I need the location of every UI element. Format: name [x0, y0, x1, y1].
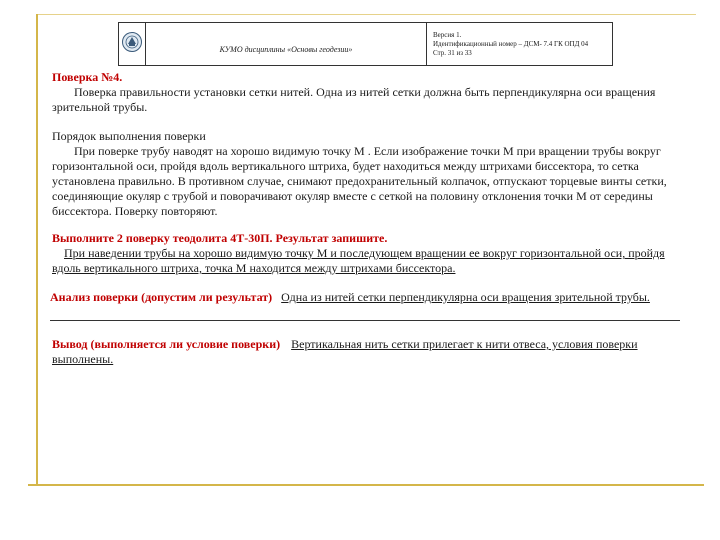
bottom-border-line [28, 484, 704, 486]
header-page: Стр. 31 из 33 [433, 48, 472, 57]
analysis-answer[interactable]: Одна из нитей сетки перпендикулярна оси вращения зрительной трубы. [281, 290, 650, 304]
check-title: Поверка №4. [52, 70, 123, 84]
left-border-line [36, 14, 38, 484]
header-version: Версия 1. [433, 30, 462, 39]
task-heading: Выполните 2 поверку теодолита 4Т-30П. Результат запишите. [52, 231, 388, 245]
task-answer[interactable]: При наведении трубы на хорошо видимую точку М и последующем вращении ее вокруг горизонтальной оси, пройдя вдоль вертикального штриха, точка М находится между штрихами биссектора. [52, 246, 665, 275]
institution-logo-icon [121, 31, 143, 53]
analysis-blank-line[interactable] [50, 305, 680, 321]
procedure-text: При поверке трубу наводят на хорошо видимую точку М . Если изображение точки М при вращении трубы вокруг горизонтальной оси, пройдя вдоль вертикального штриха, будет находиться между штрихами биссектора, то сетка установлена правильно. В противном случае, снимают предохранительный колпачок, отпускают торцевые винты сетки, соединяющие окуляр с трубой и поворачивают окуляр вместе с сеткой на половину отклонения точки М от середины биссектора. Поверку повторяют. [52, 144, 667, 218]
check-intro: Поверка правильности установки сетки нитей. Одна из нитей сетки должна быть перпендикулярна оси вращения зрительной трубы. [52, 85, 656, 114]
logo-cell [119, 23, 146, 66]
analysis-block [50, 290, 680, 321]
top-border-line [36, 14, 696, 15]
document-body [52, 70, 680, 367]
header-meta [427, 23, 613, 66]
procedure-title: Порядок выполнения поверки [52, 129, 206, 143]
conclusion-answer[interactable]: Вертикальная нить сетки прилегает к нити отвеса, условия поверки выполнены. [52, 337, 638, 366]
document-header [118, 22, 613, 66]
header-identifier: Идентификационный номер – ДСМ- 7.4 ГК ОПД 04 [433, 39, 589, 48]
header-title: КУМО дисциплины «Основы геодезии» [146, 23, 427, 66]
conclusion-label: Вывод (выполняется ли условие поверки) [52, 337, 281, 351]
conclusion-block [52, 337, 680, 367]
analysis-label: Анализ поверки (допустим ли результат) [50, 290, 273, 304]
